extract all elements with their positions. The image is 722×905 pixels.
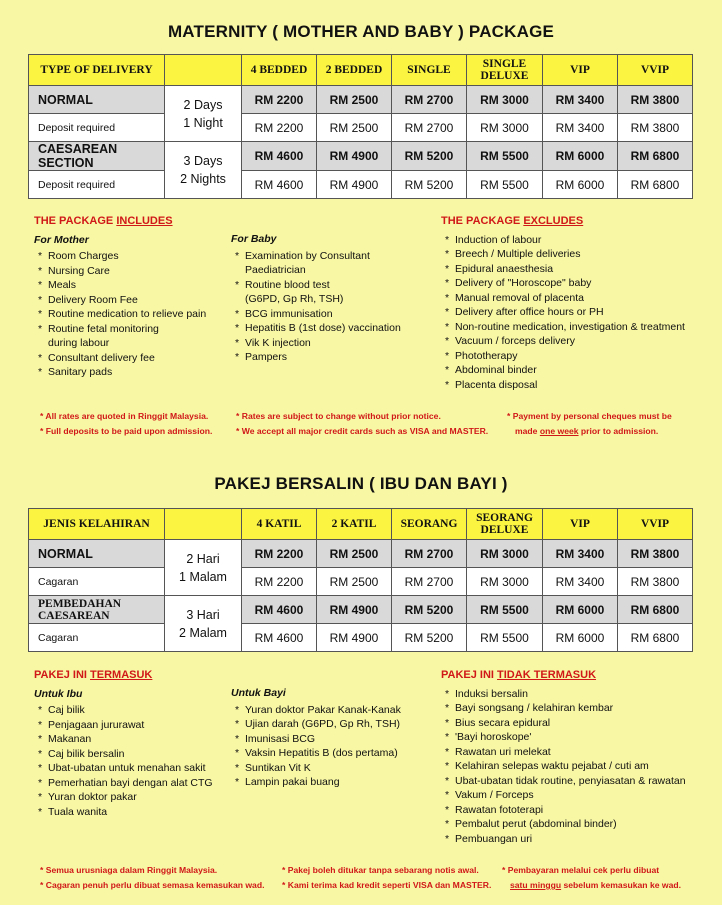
malay-includes-baby (231, 686, 436, 790)
list-item: * Phototherapy (441, 349, 701, 364)
header-cell: SEORANG (392, 509, 467, 540)
table-row (29, 596, 693, 624)
deposit-cell: RM 6000 (543, 171, 618, 199)
list-item: * Routine fetal monitoring during labour (34, 322, 234, 351)
deposit-cell: RM 3000 (467, 568, 543, 596)
english-includes-baby (231, 232, 431, 365)
price-cell: RM 4600 (242, 142, 317, 171)
list-item: * Tuala wanita (34, 805, 234, 820)
deposit-cell: RM 3400 (543, 114, 618, 142)
header-cell: TYPE OF DELIVERY (29, 55, 165, 86)
list-item: * Placenta disposal (441, 378, 701, 393)
note-underlined: satu minggu (510, 880, 562, 890)
malay-notes-middle (282, 863, 491, 893)
duration-text: 2 Hari 1 Malam (179, 551, 227, 584)
table-row (29, 568, 693, 596)
english-notes-left (40, 409, 212, 439)
malay-rate-table (28, 508, 693, 652)
list-item: * Caj bilik (34, 703, 234, 718)
note: * We accept all major credit cards such as VISA and MASTER. (236, 426, 489, 436)
note: * Cagaran penuh perlu dibuat semasa kemasukan wad. (40, 880, 265, 890)
header-cell: 2 KATIL (317, 509, 392, 540)
price-cell: RM 6800 (618, 142, 693, 171)
includes-heading-prefix: PAKEJ INI (34, 669, 91, 681)
note-part: sebelum kemasukan ke wad. (561, 880, 681, 890)
table-header-row (29, 509, 693, 540)
header-cell: VIP (543, 55, 618, 86)
duration-cell (165, 596, 242, 652)
list-item: * Ujian darah (G6PD, Gp Rh, TSH) (231, 717, 436, 732)
list-item: * Suntikan Vit K (231, 761, 436, 776)
list-item: * Routine medication to relieve pain (34, 307, 234, 322)
price-cell: RM 5500 (467, 596, 543, 624)
includes-heading-prefix: THE PACKAGE (34, 215, 117, 227)
list-item: * Kelahiran selepas waktu pejabat / cuti am (441, 759, 701, 774)
english-title: MATERNITY ( MOTHER AND BABY ) PACKAGE (167, 22, 555, 41)
deposit-cell: RM 3800 (618, 568, 693, 596)
header-cell-blank (165, 55, 242, 86)
delivery-type-label: PEMBEDAHAN CAESAREAN (29, 596, 165, 624)
list-item: * Delivery of "Horoscope" baby (441, 276, 701, 291)
deposit-cell: RM 5500 (467, 171, 543, 199)
mother-heading: Untuk Ibu (34, 687, 83, 700)
note-part: made (515, 426, 540, 436)
duration-text: 2 Days 1 Night (183, 97, 223, 130)
excludes-heading-prefix: THE PACKAGE (441, 215, 524, 227)
price-cell: RM 3000 (467, 540, 543, 568)
header-cell: VVIP (618, 509, 693, 540)
deposit-cell: RM 3800 (618, 114, 693, 142)
excludes-list (441, 233, 701, 393)
table-row (29, 114, 693, 142)
deposit-cell: RM 2700 (392, 114, 467, 142)
price-cell: RM 2500 (317, 540, 392, 568)
price-cell: RM 3400 (543, 86, 618, 114)
deposit-label: Deposit required (29, 114, 165, 142)
note (507, 424, 672, 439)
table-row (29, 86, 693, 114)
price-cell: RM 6000 (543, 142, 618, 171)
list-item: * Lampin pakai buang (231, 775, 436, 790)
price-cell: RM 3400 (543, 540, 618, 568)
price-cell: RM 4900 (317, 596, 392, 624)
list-item: * Rawatan fototerapi (441, 803, 701, 818)
malay-notes-left (40, 863, 264, 893)
deposit-cell: RM 5500 (467, 624, 543, 652)
header-cell: 4 BEDDED (242, 55, 317, 86)
price-cell: RM 6800 (618, 596, 693, 624)
list-item: * Nursing Care (34, 264, 234, 279)
header-cell: JENIS KELAHIRAN (29, 509, 165, 540)
price-cell: RM 3000 (467, 86, 543, 114)
list-item: * Makanan (34, 732, 234, 747)
english-notes-right (507, 409, 672, 439)
note: * Full deposits to be paid upon admission. (40, 426, 213, 436)
english-excludes (441, 214, 701, 392)
delivery-type-label: CAESAREAN SECTION (29, 142, 165, 171)
mother-list (34, 249, 234, 380)
list-item: * Yuran doktor Pakar Kanak-Kanak (231, 703, 436, 718)
note: * Pakej boleh ditukar tanpa sebarang notis awal. (282, 865, 479, 875)
includes-heading-word: TERMASUK (90, 669, 153, 681)
header-cell: SINGLE (392, 55, 467, 86)
note-part: prior to admission. (578, 426, 659, 436)
price-cell: RM 4600 (242, 596, 317, 624)
note (502, 878, 681, 893)
price-cell: RM 6000 (543, 596, 618, 624)
list-item: * Yuran doktor pakar (34, 790, 234, 805)
deposit-cell: RM 3400 (543, 568, 618, 596)
table-row (29, 171, 693, 199)
list-item: * Meals (34, 278, 234, 293)
deposit-cell: RM 2200 (242, 114, 317, 142)
deposit-label: Cagaran (29, 624, 165, 652)
list-item: * Caj bilik bersalin (34, 747, 234, 762)
malay-excludes (441, 668, 701, 846)
duration-text: 3 Hari 2 Malam (179, 607, 227, 640)
header-cell: 2 BEDDED (317, 55, 392, 86)
delivery-type-label: NORMAL (29, 86, 165, 114)
note-underlined: one week (539, 426, 579, 436)
price-cell: RM 2200 (242, 540, 317, 568)
table-header-row (29, 55, 693, 86)
deposit-cell: RM 5200 (392, 171, 467, 199)
deposit-cell: RM 6000 (543, 624, 618, 652)
price-cell: RM 2700 (392, 540, 467, 568)
deposit-cell: RM 2700 (392, 568, 467, 596)
list-item: * Vik K injection (231, 336, 431, 351)
duration-cell (165, 142, 242, 199)
deposit-cell: RM 5200 (392, 624, 467, 652)
price-cell: RM 2500 (317, 86, 392, 114)
price-cell: RM 3800 (618, 86, 693, 114)
list-item: * Examination by Consultant Paediatrician (231, 249, 431, 278)
list-item: * Non-routine medication, investigation & treatment (441, 320, 701, 335)
baby-list (231, 249, 431, 365)
price-cell: RM 3800 (618, 540, 693, 568)
deposit-cell: RM 6800 (618, 171, 693, 199)
excludes-heading-prefix: PAKEJ INI (441, 669, 498, 681)
list-item: * Bayi songsang / kelahiran kembar (441, 701, 701, 716)
price-cell: RM 5200 (392, 142, 467, 171)
table-row (29, 540, 693, 568)
header-cell: SINGLE DELUXE (467, 55, 543, 86)
includes-heading (34, 214, 234, 229)
baby-heading: Untuk Bayi (231, 687, 286, 699)
list-item: * Consultant delivery fee (34, 351, 234, 366)
list-item: * Vakum / Forceps (441, 788, 701, 803)
list-item: * Pampers (231, 350, 431, 365)
price-cell: RM 2700 (392, 86, 467, 114)
includes-heading (34, 668, 234, 683)
excludes-heading (441, 214, 701, 229)
list-item: * 'Bayi horoskope' (441, 730, 701, 745)
duration-cell (165, 86, 242, 142)
note: * All rates are quoted in Ringgit Malaysia. (40, 411, 209, 421)
list-item: * Delivery after office hours or PH (441, 305, 701, 320)
list-item: * Induksi bersalin (441, 687, 701, 702)
list-item: * Ubat-ubatan tidak routine, penyiasatan & rawatan (441, 774, 701, 789)
deposit-cell: RM 4600 (242, 171, 317, 199)
excludes-heading (441, 668, 701, 683)
excludes-heading-word: TIDAK TERMASUK (497, 669, 597, 681)
header-cell: VIP (543, 509, 618, 540)
deposit-label: Cagaran (29, 568, 165, 596)
note: * Pembayaran melalui cek perlu dibuat (502, 865, 660, 875)
excludes-list (441, 687, 701, 847)
deposit-cell: RM 6800 (618, 624, 693, 652)
list-item: * Room Charges (34, 249, 234, 264)
deposit-cell: RM 2500 (317, 568, 392, 596)
duration-cell (165, 540, 242, 596)
deposit-cell: RM 4900 (317, 624, 392, 652)
duration-text: 3 Days 2 Nights (180, 154, 226, 186)
malay-notes-right (502, 863, 681, 893)
deposit-cell: RM 4900 (317, 171, 392, 199)
list-item: * Imunisasi BCG (231, 732, 436, 747)
price-cell: RM 5200 (392, 596, 467, 624)
list-item: * Breech / Multiple deliveries (441, 247, 701, 262)
header-cell: SEORANG DELUXE (467, 509, 543, 540)
list-item: * Delivery Room Fee (34, 293, 234, 308)
mother-list (34, 703, 234, 819)
list-item: * Induction of labour (441, 233, 701, 248)
note: * Kami terima kad kredit seperti VISA dan MASTER. (282, 880, 492, 890)
deposit-cell: RM 4600 (242, 624, 317, 652)
header-cell: 4 KATIL (242, 509, 317, 540)
english-rate-table (28, 54, 693, 199)
list-item: * Routine blood test (G6PD, Gp Rh, TSH) (231, 278, 431, 307)
excludes-heading-word: EXCLUDES (523, 215, 584, 227)
list-item: * Vaksin Hepatitis B (dos pertama) (231, 746, 436, 761)
english-includes-mother (34, 214, 234, 380)
malay-title: PAKEJ BERSALIN ( IBU DAN BAYI ) (214, 474, 508, 493)
list-item: * Pembalut perut (abdominal binder) (441, 817, 701, 832)
list-item: * Rawatan uri melekat (441, 745, 701, 760)
english-notes-middle (236, 409, 488, 439)
table-row (29, 142, 693, 171)
list-item: * Epidural anaesthesia (441, 262, 701, 277)
note: * Payment by personal cheques must be (507, 411, 672, 421)
includes-heading-word: INCLUDES (116, 215, 173, 227)
list-item: * Bius secara epidural (441, 716, 701, 731)
deposit-cell: RM 2200 (242, 568, 317, 596)
deposit-cell: RM 2500 (317, 114, 392, 142)
price-cell: RM 4900 (317, 142, 392, 171)
deposit-cell: RM 3000 (467, 114, 543, 142)
list-item: * Abdominal binder (441, 363, 701, 378)
mother-heading: For Mother (34, 233, 89, 246)
list-item: * BCG immunisation (231, 307, 431, 322)
price-cell: RM 5500 (467, 142, 543, 171)
price-cell: RM 2200 (242, 86, 317, 114)
list-item: * Pembuangan uri (441, 832, 701, 847)
header-cell-blank (165, 509, 242, 540)
baby-list (231, 703, 436, 790)
list-item: * Vacuum / forceps delivery (441, 334, 701, 349)
note: * Rates are subject to change without prior notice. (236, 411, 441, 421)
header-cell: VVIP (618, 55, 693, 86)
list-item: * Hepatitis B (1st dose) vaccination (231, 321, 431, 336)
list-item: * Manual removal of placenta (441, 291, 701, 306)
list-item: * Penjagaan jururawat (34, 718, 234, 733)
table-row (29, 624, 693, 652)
baby-heading: For Baby (231, 233, 277, 245)
note: * Semua urusniaga dalam Ringgit Malaysia. (40, 865, 218, 875)
list-item: * Pemerhatian bayi dengan alat CTG (34, 776, 234, 791)
delivery-type-label: NORMAL (29, 540, 165, 568)
list-item: * Sanitary pads (34, 365, 234, 380)
malay-includes-mother (34, 668, 234, 819)
list-item: * Ubat-ubatan untuk menahan sakit (34, 761, 234, 776)
deposit-label: Deposit required (29, 171, 165, 199)
